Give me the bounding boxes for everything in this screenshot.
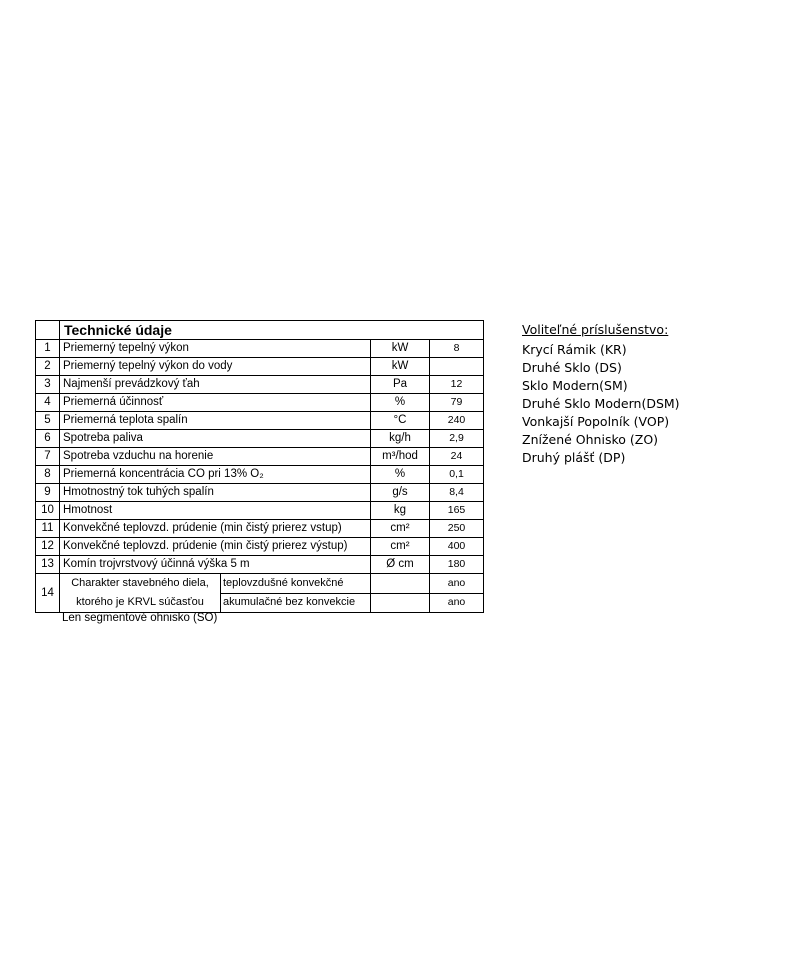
row-number: 7 [36,448,60,466]
row-value: 2,9 [430,430,484,448]
accessory-item: Sklo Modern(SM) [522,378,628,393]
row-value: 24 [430,448,484,466]
row-unit: Pa [371,376,430,394]
row-label: Hmotnostný tok tuhých spalín [60,484,371,502]
row-value: 0,1 [430,466,484,484]
row-unit: °C [371,412,430,430]
row-number: 10 [36,502,60,520]
row-value: 240 [430,412,484,430]
row-label: Priemerný tepelný výkon do vody [60,358,371,376]
row-label: Priemerná účinnosť [60,394,371,412]
row-unit: kW [371,340,430,358]
row-unit: kg/h [371,430,430,448]
table-row [36,502,484,520]
table-row [36,556,484,574]
row-label: Najmenší prevádzkový ťah [60,376,371,394]
row-label: Priemerná koncentrácia CO pri 13% O₂ [60,466,371,484]
footnote: Len segmentové ohnisko (SO) [62,612,218,624]
accessory-item: Druhý plášť (DP) [522,450,626,465]
row-label: Hmotnost [60,502,371,520]
table-title-row [36,321,484,340]
accessory-item: Znížené Ohnisko (ZO) [522,432,659,447]
row-label: Komín trojvrstvový účinná výška 5 m [60,556,371,574]
table-row [36,394,484,412]
row-unit: Ø cm [371,556,430,574]
row-number: 14 [36,574,60,613]
title-number-cell [36,321,60,340]
table-row [36,358,484,376]
table-row [36,466,484,484]
row-number: 12 [36,538,60,556]
table-row [36,412,484,430]
row-value: 8 [430,340,484,358]
table-row [36,484,484,502]
table-row [36,574,484,594]
accessory-item: Druhé Sklo (DS) [522,360,622,375]
table-row [36,340,484,358]
table-row [36,448,484,466]
accessory-item: Krycí Rámik (KR) [522,342,627,357]
row-value: ano [430,593,484,613]
row-value: 250 [430,520,484,538]
technical-data-table [35,320,484,613]
row-label: Spotreba paliva [60,430,371,448]
accessory-item: Vonkajší Popolník (VOP) [522,414,670,429]
row-label: Spotreba vzduchu na horenie [60,448,371,466]
row-value: 180 [430,556,484,574]
row-number: 13 [36,556,60,574]
row-label [60,574,221,613]
row-value: 400 [430,538,484,556]
row-sublabel: akumulačné bez konvekcie [221,593,371,613]
table-row [36,538,484,556]
row-sublabel: teplovzdušné konvekčné [221,574,371,594]
row-number: 1 [36,340,60,358]
row-value: ano [430,574,484,594]
row-unit: cm² [371,538,430,556]
row-unit: % [371,394,430,412]
row-label-line: Charakter stavebného diela, [71,577,209,589]
row-number: 6 [36,430,60,448]
row-unit: kg [371,502,430,520]
row-value: 12 [430,376,484,394]
row-value: 79 [430,394,484,412]
row-unit [371,593,430,613]
accessory-item: Druhé Sklo Modern(DSM) [522,396,680,411]
row-label: Priemerný tepelný výkon [60,340,371,358]
row-value [430,358,484,376]
row-value: 8,4 [430,484,484,502]
accessories-title: Voliteľné príslušenstvo: [522,322,669,337]
row-number: 9 [36,484,60,502]
row-number: 4 [36,394,60,412]
row-unit: m³/hod [371,448,430,466]
row-number: 11 [36,520,60,538]
row-number: 2 [36,358,60,376]
row-value: 165 [430,502,484,520]
row-label: Konvekčné teplovzd. prúdenie (min čistý prierez výstup) [60,538,371,556]
table-row [36,520,484,538]
row-unit: cm² [371,520,430,538]
accessories-list [522,321,680,467]
row-unit: % [371,466,430,484]
table-title: Technické údaje [60,321,484,340]
table-row [36,430,484,448]
row-label: Konvekčné teplovzd. prúdenie (min čistý prierez vstup) [60,520,371,538]
table-row [36,376,484,394]
row-label-line: ktorého je KRVL súčasťou [76,596,204,608]
row-unit [371,574,430,594]
row-number: 3 [36,376,60,394]
row-number: 8 [36,466,60,484]
row-unit: g/s [371,484,430,502]
row-number: 5 [36,412,60,430]
row-label: Priemerná teplota spalín [60,412,371,430]
row-unit: kW [371,358,430,376]
